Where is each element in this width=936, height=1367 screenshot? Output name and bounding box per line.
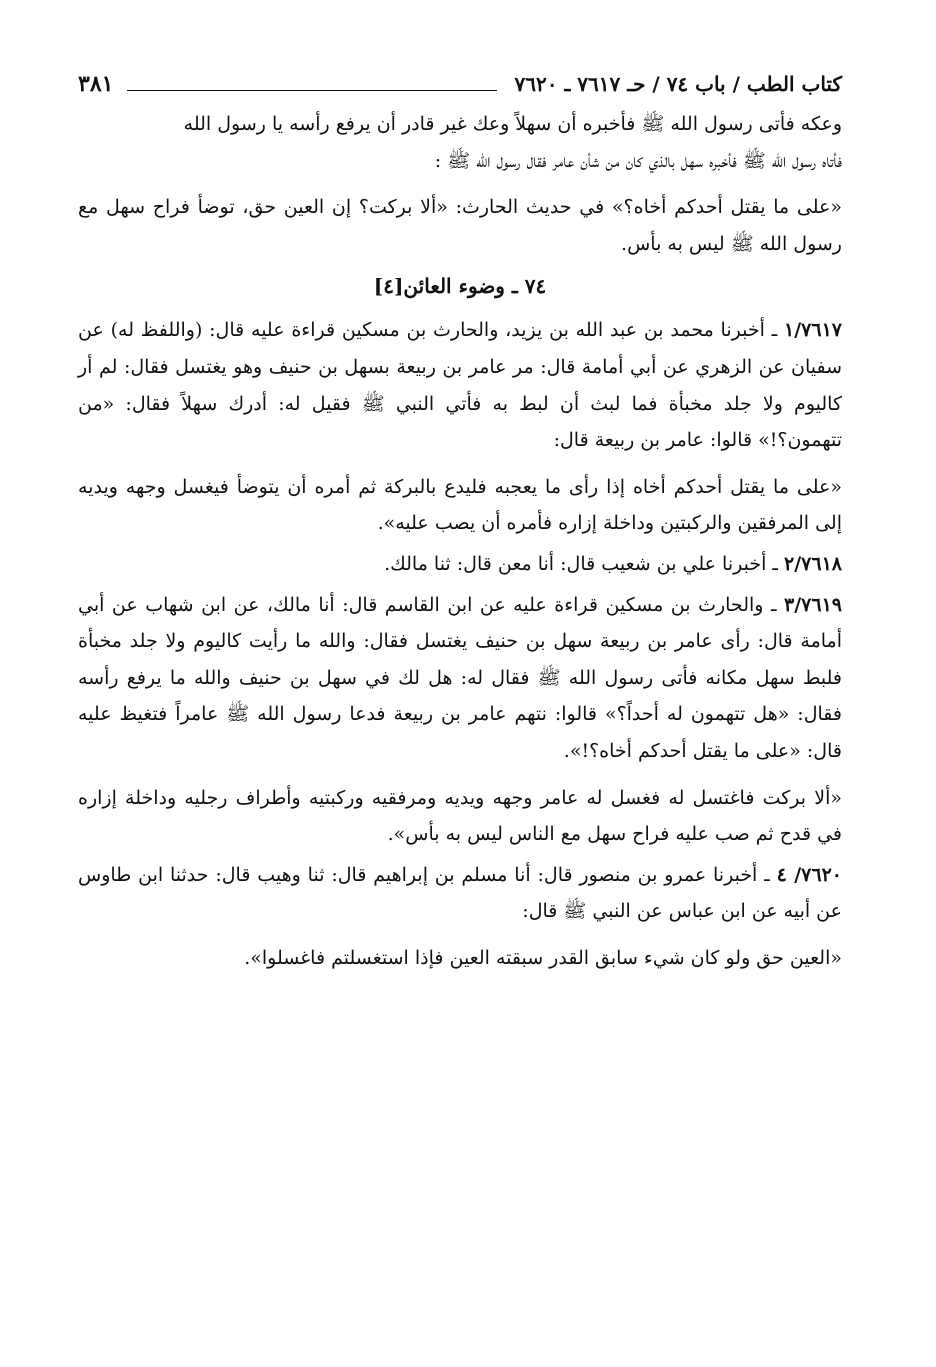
page-number: ٣٨١ bbox=[78, 71, 114, 97]
hadith-text: ـ أخبرنا محمد بن عبد الله بن يزيد، والحارث بن مسكين قراءة عليه قال: (واللفظ له) عن سفيان عن الزهري عن أبي أمامة قال: مر عامر بن ربيعة بسهل بن حنيف وهو يغتسل فقال: لم أر كاليوم ولا جلد مخبأة فما لبث أن لبط به فأتي النبي ﷺ فقيل له: أدرك سهلاً فقال: «من تتهمون؟!» قالوا: عامر بن ربيعة قال: bbox=[78, 319, 842, 452]
book-page bbox=[78, 62, 842, 1282]
hadith-7620-quote: «العين حق ولو كان شيء سابق القدر سبقته العين فإذا استغسلتم فاغسلوا». bbox=[244, 946, 842, 969]
hadith-7619 bbox=[78, 587, 842, 770]
hadith-7619-quote: «ألا بركت فاغتسل له فغسل له عامر وجهه ويديه ومرفقيه وركبتيه وأطراف رجليه وداخلة إزاره في قدح ثم صب عليه فراح سهل مع الناس ليس به بأس». bbox=[78, 786, 842, 846]
header-rule bbox=[127, 90, 496, 91]
hadith-text: ـ أخبرنا عمرو بن منصور قال: أنا مسلم بن إبراهيم قال: ثنا وهيب قال: حدثنا ابن طاوس عن أبيه عن ابن عباس عن النبي ﷺ قال: bbox=[78, 863, 842, 923]
hadith-7618 bbox=[78, 546, 842, 583]
intro-line-2: فأتاه رسول الله ﷺ فأخبره سهل بالذي كان من شأن عامر فقال رسول الله ﷺ : bbox=[434, 149, 842, 172]
section-heading: ٧٤ ـ وضوء العائن[٤] bbox=[373, 274, 547, 299]
intro-quote: «على ما يقتل أحدكم أخاه؟» في حديث الحارث: «ألا بركت؟ إن العين حق، توضأ فراح سهل مع رسول الله ﷺ ليس به بأس. bbox=[78, 196, 842, 255]
intro-line-1: وعكه فأتى رسول الله ﷺ فأخبره أن سهلاً وعك غير قادر أن يرفع رأسه يا رسول الله bbox=[183, 113, 842, 135]
page-body bbox=[78, 106, 842, 976]
hadith-number: ١/٧٦١٧ bbox=[784, 319, 842, 342]
hadith-number: ٣/٧٦١٩ bbox=[784, 593, 842, 616]
hadith-number: ٧٦٢٠/ ٤ bbox=[776, 863, 842, 886]
hadith-number: ٢/٧٦١٨ bbox=[784, 552, 842, 575]
running-head-title: كتاب الطب / باب ٧٤ / حـ ٧٦١٧ ـ ٧٦٢٠ bbox=[514, 72, 842, 96]
hadith-7617-quote: «على ما يقتل أحدكم أخاه إذا رأى ما يعجبه فليدع بالبركة ثم أمره أن يتوضأ فيغسل وجهه ويديه إلى المرفقين والركبتين وداخلة إزاره فأمره أن يصب عليه». bbox=[78, 475, 842, 535]
hadith-text: ـ والحارث بن مسكين قراءة عليه عن ابن القاسم قال: أنا مالك، عن ابن شهاب عن أبي أمامة قال: رأى عامر بن ربيعة سهل بن حنيف يغتسل فقال: والله ما رأيت كاليوم ولا جلد مخبأة فلبط سهل مكانه فأتى رسول الله ﷺ فقال له: هل لك في سهل بن حنيف والله ما يرفع رأسه فقال: «هل تتهمون له أحداً؟» قالوا: نتهم عامر بن ربيعة فدعا رسول الله ﷺ عامراً فتغيظ عليه قال: «على ما يقتل أحدكم أخاه؟!». bbox=[78, 593, 842, 762]
hadith-text: ـ أخبرنا علي بن شعيب قال: أنا معن قال: ثنا مالك. bbox=[384, 552, 778, 575]
running-head bbox=[78, 62, 842, 106]
hadith-7620 bbox=[78, 857, 842, 930]
hadith-7617 bbox=[78, 312, 842, 458]
